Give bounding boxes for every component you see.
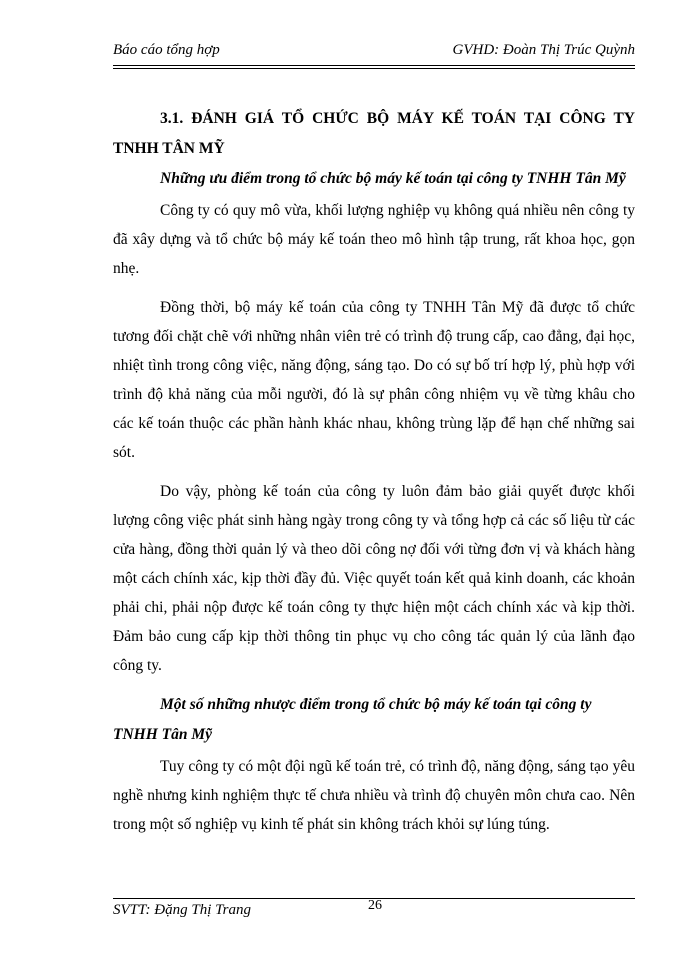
section-heading: 3.1. ĐÁNH GIÁ TỔ CHỨC BỘ MÁY KẾ TOÁN TẠI CÔNG TY TNHH TÂN MỸ (113, 110, 635, 157)
header-supervisor: GVHD: Đoàn Thị Trúc Quỳnh (452, 42, 635, 58)
page-footer (113, 898, 635, 924)
weakness-paragraph: Tuy công ty có một đội ngũ kế toán trẻ, có trình độ, năng động, sáng tạo yêu nghề nhưng kinh nghiệm thực tế chưa nhiều và trình độ chuyên môn chưa cao. Nên trong một số nghiệp vụ kinh tế phát sin không trách khỏi sự lúng túng. (113, 758, 635, 833)
paragraph-3: Do vậy, phòng kế toán của công ty luôn đảm bảo giải quyết được khối lượng công việc phát sinh hàng ngày trong công ty và tổng hợp cả các số liệu từ các cửa hàng, đồng thời quản lý và theo dõi công nợ đối với từng đơn vị và khách hàng một cách chính xác, kịp thời đầy đủ. Việc quyết toán kết quả kinh doanh, các khoản phải chi, phải nộp được kế toán công ty thực hiện một cách chính xác và kịp thời. Đảm bảo cung cấp kịp thời thông tin phục vụ cho công tác quản lý của lãnh đạo công ty. (113, 483, 635, 674)
page-body (113, 104, 635, 849)
paragraph-2: Đồng thời, bộ máy kế toán của công ty TNHH Tân Mỹ đã được tổ chức tương đối chặt chẽ với những nhân viên trẻ có trình độ trung cấp, cao đẳng, đại học, nhiệt tình trong công việc, năng động, sáng tạo. Do có sự bố trí hợp lý, phù hợp với trình độ khả năng của mỗi người, đó là sự phân công nhiệm vụ về từng khâu cho các kế toán thuộc các phần hành khác nhau, không trùng lặp để hạn chế những sai sót. (113, 299, 635, 461)
weaknesses-title: Một số những nhược điểm trong tổ chức bộ máy kế toán tại công ty TNHH Tân Mỹ (113, 696, 592, 743)
page-header (113, 42, 635, 64)
footer-student: SVTT: Đặng Thị Trang (113, 902, 251, 918)
header-rule-bottom (113, 68, 635, 69)
header-report-title: Báo cáo tổng hợp (113, 42, 220, 58)
paragraph-1: Công ty có quy mô vừa, khối lượng nghiệp vụ không quá nhiều nên công ty đã xây dựng và tổ chức bộ máy kế toán theo mô hình tập trung, rất khoa học, gọn nhẹ. (113, 202, 635, 277)
page-number: 26 (368, 898, 382, 913)
strengths-title: Những ưu điểm trong tổ chức bộ máy kế toán tại công ty TNHH Tân Mỹ (160, 170, 626, 187)
header-rule-top (113, 65, 635, 66)
